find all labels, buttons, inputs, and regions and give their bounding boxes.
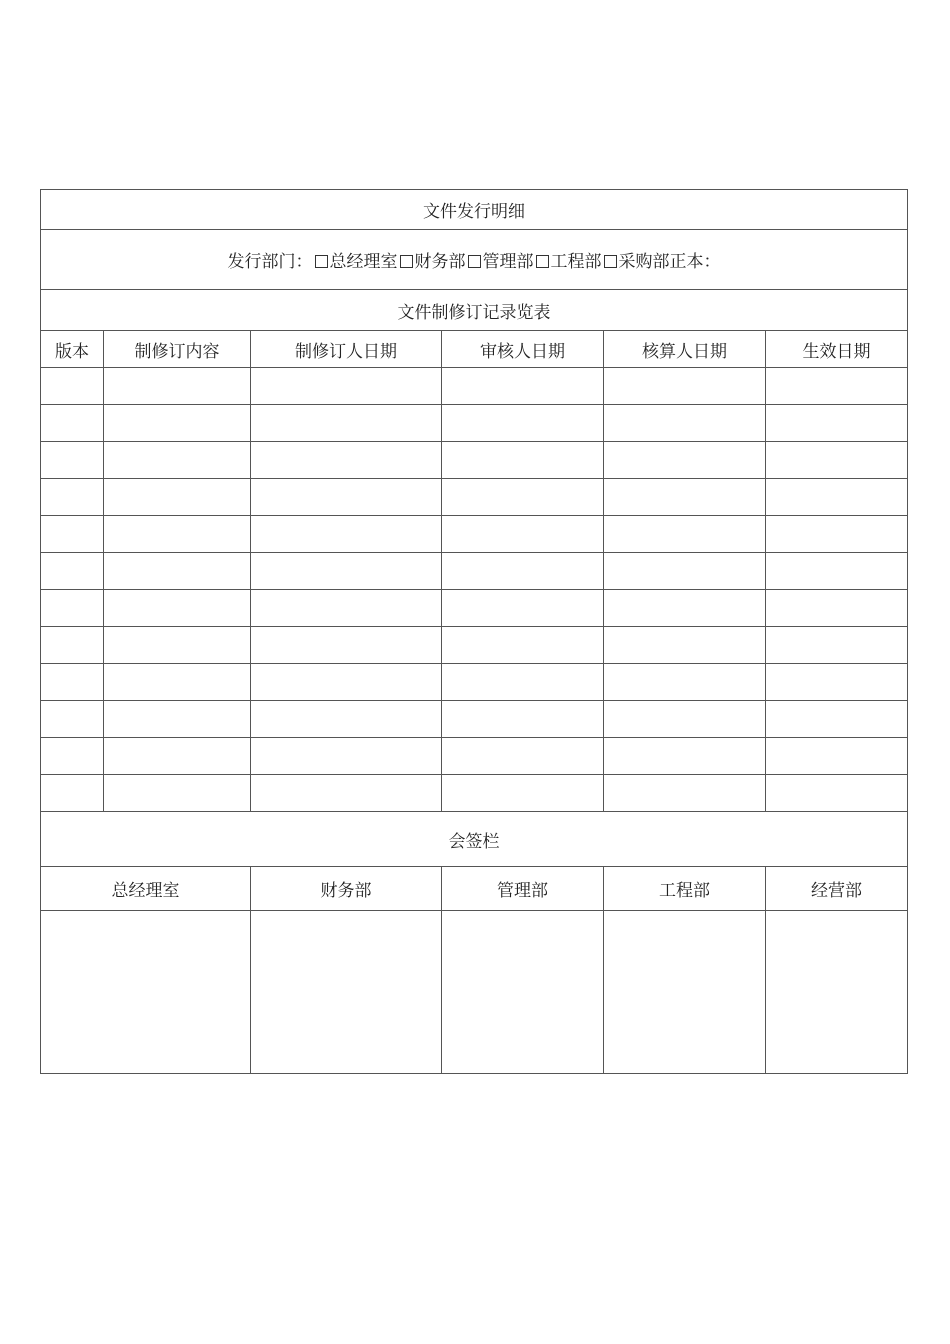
table-cell[interactable] [442, 590, 604, 627]
dept-option-engineering: 工程部 [550, 252, 602, 272]
table-cell[interactable] [251, 590, 442, 627]
column-header-version: 版本 [41, 331, 104, 368]
table-cell[interactable] [766, 442, 908, 479]
table-cell[interactable] [442, 553, 604, 590]
column-header-accountant-date: 核算人日期 [604, 331, 766, 368]
table-cell[interactable] [251, 738, 442, 775]
table-cell[interactable] [604, 664, 766, 701]
table-cell[interactable] [104, 775, 251, 812]
table-cell[interactable] [251, 775, 442, 812]
table-cell[interactable] [604, 701, 766, 738]
table-cell[interactable] [41, 368, 104, 405]
table-cell[interactable] [604, 442, 766, 479]
table-cell[interactable] [41, 590, 104, 627]
table-cell[interactable] [766, 553, 908, 590]
original-copy-label: 正本： [669, 252, 721, 272]
sign-header-engineering: 工程部 [604, 867, 766, 911]
sign-box-engineering[interactable] [604, 911, 766, 1074]
table-cell[interactable] [442, 368, 604, 405]
table-cell[interactable] [766, 479, 908, 516]
table-cell[interactable] [251, 627, 442, 664]
sign-header-finance: 财务部 [251, 867, 442, 911]
table-cell[interactable] [442, 627, 604, 664]
table-cell[interactable] [604, 590, 766, 627]
table-cell[interactable] [442, 516, 604, 553]
countersign-title: 会签栏 [41, 812, 908, 867]
table-cell[interactable] [41, 553, 104, 590]
table-cell[interactable] [766, 405, 908, 442]
table-cell[interactable] [251, 553, 442, 590]
table-cell[interactable] [41, 738, 104, 775]
table-cell[interactable] [442, 442, 604, 479]
table-row [41, 664, 908, 701]
table-cell[interactable] [104, 590, 251, 627]
table-cell[interactable] [104, 368, 251, 405]
table-cell[interactable] [41, 516, 104, 553]
table-cell[interactable] [604, 516, 766, 553]
table-row [41, 590, 908, 627]
column-header-reviser-date: 制修订人日期 [251, 331, 442, 368]
table-cell[interactable] [104, 405, 251, 442]
table-cell[interactable] [251, 701, 442, 738]
table-cell[interactable] [41, 405, 104, 442]
sign-header-operations: 经营部 [766, 867, 908, 911]
table-cell[interactable] [251, 516, 442, 553]
table-cell[interactable] [251, 405, 442, 442]
table-cell[interactable] [604, 553, 766, 590]
issue-department-label: 发行部门： [227, 252, 313, 272]
table-cell[interactable] [104, 479, 251, 516]
table-cell[interactable] [442, 701, 604, 738]
table-cell[interactable] [104, 701, 251, 738]
table-cell[interactable] [766, 664, 908, 701]
sign-box-finance[interactable] [251, 911, 442, 1074]
table-cell[interactable] [604, 738, 766, 775]
column-header-effective-date: 生效日期 [766, 331, 908, 368]
table-cell[interactable] [766, 627, 908, 664]
table-cell[interactable] [251, 664, 442, 701]
dept-option-general-manager: 总经理室 [329, 252, 398, 272]
checkbox-icon[interactable] [400, 255, 413, 268]
table-cell[interactable] [251, 442, 442, 479]
sign-header-general-manager: 总经理室 [41, 867, 251, 911]
dept-option-finance: 财务部 [414, 252, 466, 272]
column-header-revision-content: 制修订内容 [104, 331, 251, 368]
column-header-reviewer-date: 审核人日期 [442, 331, 604, 368]
countersign-box-row [41, 911, 908, 1074]
table-cell[interactable] [604, 368, 766, 405]
table-cell[interactable] [604, 479, 766, 516]
table-row [41, 479, 908, 516]
table-cell[interactable] [41, 775, 104, 812]
records-header-row [41, 331, 908, 368]
dept-option-purchasing: 采购部 [618, 252, 670, 272]
table-cell[interactable] [41, 701, 104, 738]
table-cell[interactable] [766, 516, 908, 553]
table-row [41, 627, 908, 664]
table-cell[interactable] [251, 479, 442, 516]
table-row [41, 405, 908, 442]
table-cell[interactable] [442, 405, 604, 442]
issue-department-line [41, 230, 908, 290]
table-cell[interactable] [251, 368, 442, 405]
table-cell[interactable] [442, 664, 604, 701]
table-cell[interactable] [766, 738, 908, 775]
table-cell[interactable] [41, 627, 104, 664]
dept-option-management: 管理部 [482, 252, 534, 272]
table-cell[interactable] [604, 627, 766, 664]
table-cell[interactable] [766, 368, 908, 405]
sign-box-general-manager[interactable] [41, 911, 251, 1074]
checkbox-icon[interactable] [468, 255, 481, 268]
document-issue-form [40, 189, 908, 1074]
table-row [41, 701, 908, 738]
sign-header-management: 管理部 [442, 867, 604, 911]
table-cell[interactable] [766, 590, 908, 627]
table-cell[interactable] [604, 405, 766, 442]
records-title: 文件制修订记录览表 [41, 290, 908, 331]
table-row [41, 516, 908, 553]
table-cell[interactable] [604, 775, 766, 812]
table-cell[interactable] [104, 553, 251, 590]
table-cell[interactable] [104, 516, 251, 553]
sign-box-management[interactable] [442, 911, 604, 1074]
table-cell[interactable] [442, 738, 604, 775]
table-cell[interactable] [104, 664, 251, 701]
table-cell[interactable] [104, 627, 251, 664]
table-row [41, 368, 908, 405]
table-cell[interactable] [766, 775, 908, 812]
table-cell[interactable] [104, 738, 251, 775]
table-row [41, 442, 908, 479]
table-cell[interactable] [442, 775, 604, 812]
table-cell[interactable] [41, 664, 104, 701]
table-cell[interactable] [442, 479, 604, 516]
table-cell[interactable] [104, 442, 251, 479]
table-cell[interactable] [766, 701, 908, 738]
table-cell[interactable] [41, 442, 104, 479]
checkbox-icon[interactable] [604, 255, 617, 268]
countersign-header-row [41, 867, 908, 911]
table-row [41, 553, 908, 590]
checkbox-icon[interactable] [536, 255, 549, 268]
checkbox-icon[interactable] [315, 255, 328, 268]
table-row [41, 738, 908, 775]
sign-box-operations[interactable] [766, 911, 908, 1074]
table-cell[interactable] [41, 479, 104, 516]
form-title: 文件发行明细 [41, 190, 908, 230]
table-row [41, 775, 908, 812]
